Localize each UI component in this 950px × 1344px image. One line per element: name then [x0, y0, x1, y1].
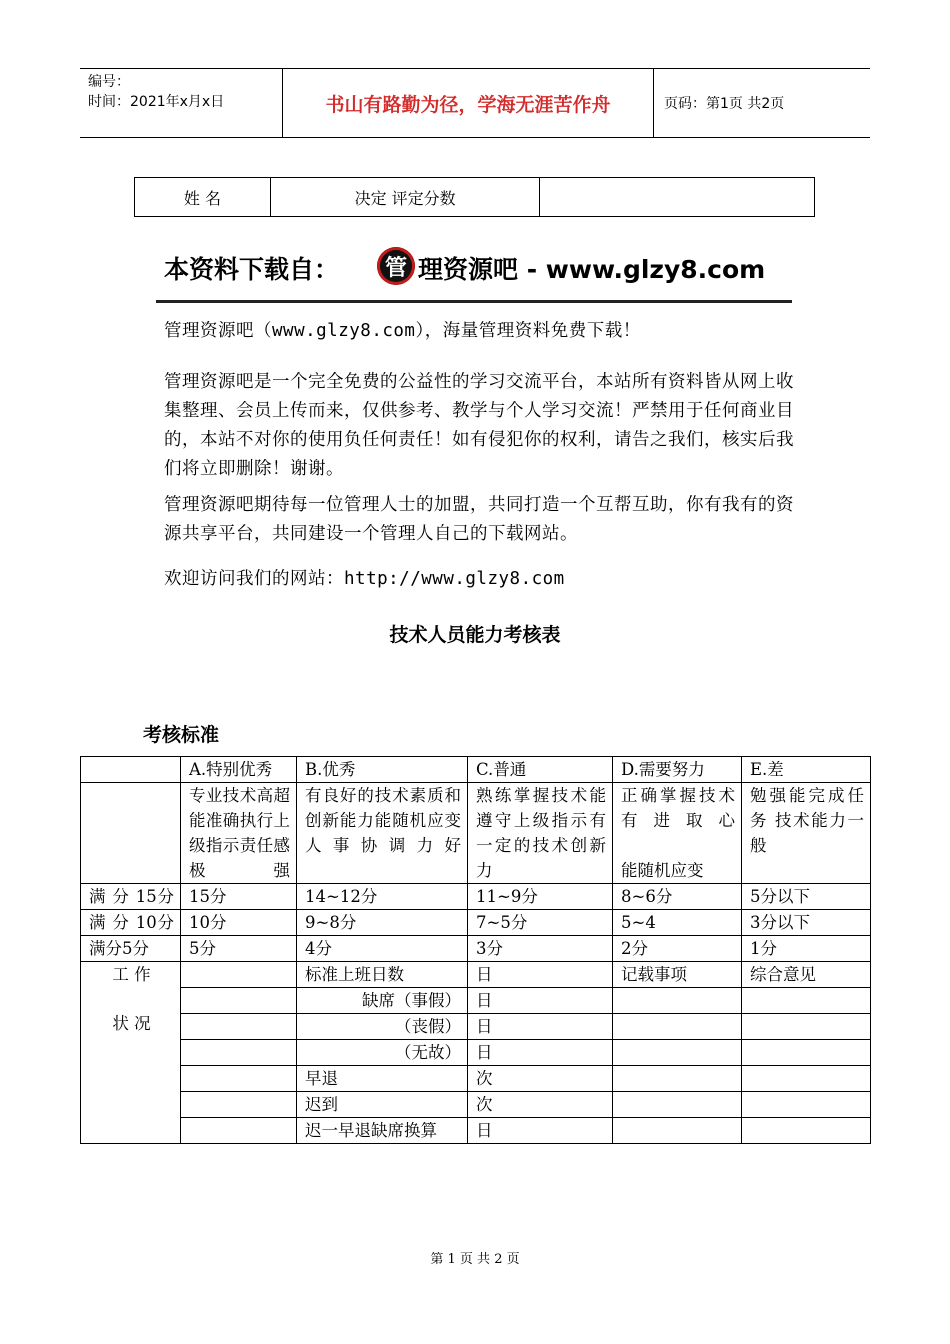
work-opinion-header: 综合意见 [742, 962, 871, 988]
work-unit: 次 [468, 1066, 613, 1092]
work-opinion-cell [742, 1092, 871, 1118]
work-unit: 日 [468, 962, 613, 988]
desc-c: 熟练掌握技术能遵守上级指示有一定的技术创新力 [468, 783, 613, 884]
banner-left-text: 本资料下载自： [164, 255, 340, 284]
work-empty-cell [181, 1092, 297, 1118]
work-empty-cell [181, 1066, 297, 1092]
work-item: 早退 [297, 1066, 468, 1092]
page-footer: 第 1 页 共 2 页 [430, 1252, 520, 1267]
score-row-10 [81, 910, 871, 936]
work-record-header: 记载事项 [613, 962, 742, 988]
assessment-table [80, 756, 871, 1144]
score-row-label: 满 分 15分 [81, 884, 181, 910]
name-label: 姓 名 [135, 178, 271, 217]
work-record-cell [613, 1066, 742, 1092]
work-empty-cell [181, 1014, 297, 1040]
work-record-cell [613, 1118, 742, 1144]
work-unit: 次 [468, 1092, 613, 1118]
work-record-cell [613, 1092, 742, 1118]
work-item: （丧假） [297, 1014, 468, 1040]
header-page-info: 页码：第1页 共2页 [664, 96, 785, 112]
desc-d-cell [613, 783, 742, 884]
id-label: 编号： [88, 74, 130, 90]
header-meta [80, 69, 282, 137]
score-row-label: 满分5分 [81, 936, 181, 962]
score-row-5 [81, 936, 871, 962]
description-label-cell [81, 783, 181, 884]
work-opinion-cell [742, 1040, 871, 1066]
banner-divider [156, 300, 792, 303]
score-cell: 8~6分 [613, 884, 742, 910]
grade-header-row [81, 757, 871, 783]
download-notice [160, 240, 800, 589]
date-label: 时间：2021年x月x日 [88, 94, 225, 110]
grade-d: D.需要努力 [613, 757, 742, 783]
score-cell: 5分 [181, 936, 297, 962]
grade-e: E.差 [742, 757, 871, 783]
work-item: 迟一早退缺席换算 [297, 1118, 468, 1144]
score-row-label: 满 分 10分 [81, 910, 181, 936]
score-cell: 5分以下 [742, 884, 871, 910]
notice-line-1: 管理资源吧（www.glzy8.com），海量管理资料免费下载！ [164, 321, 641, 341]
score-cell: 14~12分 [297, 884, 468, 910]
work-label-2: 状 况 [112, 1014, 151, 1033]
work-empty-cell [181, 988, 297, 1014]
score-cell: 3分以下 [742, 910, 871, 936]
description-row [81, 783, 871, 884]
score-cell: 2分 [613, 936, 742, 962]
score-value [540, 178, 815, 217]
work-label-1: 工 作 [112, 965, 151, 984]
work-opinion-cell [742, 1014, 871, 1040]
work-item: 缺席（事假） [297, 988, 468, 1014]
work-empty-cell [181, 962, 297, 988]
score-cell: 11~9分 [468, 884, 613, 910]
work-empty-cell [181, 1118, 297, 1144]
desc-a: 专业技术高超 能准确执行上级指示责任感极强 [181, 783, 297, 884]
grade-a: A.特别优秀 [181, 757, 297, 783]
work-row [81, 962, 871, 988]
score-cell: 7~5分 [468, 910, 613, 936]
banner-right-text: 理资源吧 - www.glzy8.com [418, 255, 766, 284]
score-row-15 [81, 884, 871, 910]
work-empty-cell [181, 1040, 297, 1066]
work-item: 迟到 [297, 1092, 468, 1118]
desc-d: 正确掌握技术 有进取心 [621, 786, 735, 830]
score-cell: 10分 [181, 910, 297, 936]
page-header [80, 68, 870, 138]
section-subtitle: 考核标准 [143, 724, 220, 746]
work-row [81, 988, 871, 1014]
score-label: 决定 评定分数 [270, 178, 540, 217]
work-row [81, 1118, 871, 1144]
score-cell: 1分 [742, 936, 871, 962]
notice-visit-line: 欢迎访问我们的网站：http://www.glzy8.com [164, 569, 565, 589]
score-cell: 9~8分 [297, 910, 468, 936]
grade-c: C.普通 [468, 757, 613, 783]
work-row [81, 1040, 871, 1066]
notice-paragraph-2: 管理资源吧是一个完全免费的公益性的学习交流平台，本站所有资料皆从网上收集整理、会员上传而来，仅供参考、教学与个人学习交流！严禁用于任何商业目的，本站不对你的使用负任何责任！如有侵犯你的权利，请告之我们，核实后我们将立即删除！谢谢。 [164, 372, 794, 479]
desc-e: 勉强能完成任务 技术能力一般 [742, 783, 871, 884]
score-cell: 3分 [468, 936, 613, 962]
header-motto: 书山有路勤为径，学海无涯苦作舟 [282, 69, 654, 137]
work-row [81, 1066, 871, 1092]
corner-cell [81, 757, 181, 783]
work-item: 标准上班日数 [297, 962, 468, 988]
work-opinion-cell [742, 1118, 871, 1144]
desc-d-extra: 能随机应变 [621, 861, 704, 880]
work-record-cell [613, 988, 742, 1014]
work-opinion-cell [742, 1066, 871, 1092]
work-record-cell [613, 1014, 742, 1040]
work-status-label-cell [81, 962, 181, 1144]
work-unit: 日 [468, 1040, 613, 1066]
work-row [81, 1014, 871, 1040]
site-logo: 管 [377, 247, 415, 285]
notice-paragraph-3: 管理资源吧期待每一位管理人士的加盟，共同打造一个互帮互助，你有我有的资源共享平台，共同建设一个管理人自己的下载网站。 [164, 495, 794, 544]
grade-b: B.优秀 [297, 757, 468, 783]
work-item: （无故） [297, 1040, 468, 1066]
score-cell: 5~4 [613, 910, 742, 936]
score-cell: 15分 [181, 884, 297, 910]
download-banner [160, 240, 800, 292]
work-opinion-cell [742, 988, 871, 1014]
desc-b: 有良好的技术素质和创新能力能随机应变人事协调力好 [297, 783, 468, 884]
work-record-cell [613, 1040, 742, 1066]
score-cell: 4分 [297, 936, 468, 962]
name-score-table [134, 177, 815, 217]
work-unit: 日 [468, 988, 613, 1014]
work-row [81, 1092, 871, 1118]
document-title: 技术人员能力考核表 [389, 624, 561, 646]
work-unit: 日 [468, 1118, 613, 1144]
work-unit: 日 [468, 1014, 613, 1040]
